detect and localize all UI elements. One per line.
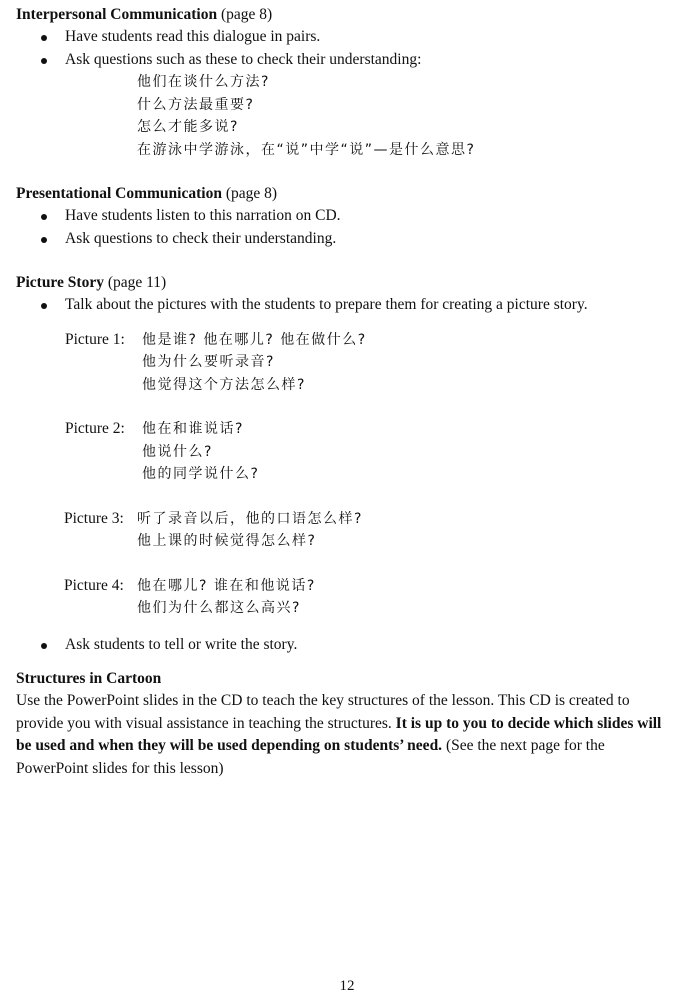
structures-title: Structures in Cartoon bbox=[16, 670, 162, 687]
list-item: Ask questions such as these to check their understanding: bbox=[16, 49, 676, 72]
list-item: Ask students to tell or write the story. bbox=[16, 634, 676, 657]
bullet-icon bbox=[41, 643, 47, 649]
structures-paragraph: Use the PowerPoint slides in the CD to teach the key structures of the lesson. This CD is created to provide you with visual assistance in teaching the structures. It is up to you to decide which slides will be used and when they will be used depending on students’ need. (See the next page for the PowerPoint slides for this lesson) bbox=[16, 692, 662, 777]
picture-story-heading bbox=[16, 272, 676, 294]
picture-story-title: Picture Story bbox=[16, 274, 104, 291]
picture-1-block bbox=[16, 329, 676, 397]
picture-label: Picture 2: bbox=[65, 420, 125, 437]
question-line: 他们为什么都这么高兴? bbox=[137, 600, 301, 616]
bullet-icon bbox=[41, 237, 47, 243]
document-page bbox=[16, 4, 676, 780]
interpersonal-bullets bbox=[16, 26, 676, 71]
page-number: 12 bbox=[339, 978, 355, 994]
bullet-icon bbox=[41, 35, 47, 41]
bullet-icon bbox=[41, 58, 47, 64]
picture-story-page-ref: (page 11) bbox=[107, 274, 167, 291]
question-line: 怎么才能多说? bbox=[137, 119, 239, 135]
question-line: 他说什么? bbox=[142, 443, 213, 460]
interpersonal-page-ref: (page 8) bbox=[220, 6, 273, 23]
presentational-page-ref: (page 8) bbox=[225, 185, 278, 202]
picture-2-block bbox=[16, 418, 676, 486]
question-line: 他们在谈什么方法? bbox=[137, 74, 270, 90]
interpersonal-heading bbox=[16, 4, 676, 26]
question-line: 他在哪儿? 谁在和他说话? bbox=[137, 577, 316, 594]
question-line: 他在和谁说话? bbox=[142, 421, 244, 437]
presentational-heading bbox=[16, 183, 676, 205]
picture-story-closing bbox=[16, 634, 676, 657]
structures-emphasis: It is up to you to decide which slides will be used and when they will be used depending on students’ need. bbox=[16, 714, 662, 754]
picture-label: Picture 1: bbox=[65, 330, 125, 348]
question-line: 在游泳中学游泳，在“说”中学“说”—是什么意思? bbox=[137, 141, 476, 158]
picture-story-intro bbox=[16, 294, 676, 317]
interpersonal-questions bbox=[16, 71, 676, 161]
question-line: 他的同学说什么? bbox=[142, 466, 260, 482]
presentational-title: Presentational Communication bbox=[16, 185, 222, 202]
presentational-bullets bbox=[16, 205, 676, 250]
list-item: Have students listen to this narration on CD. bbox=[16, 205, 676, 228]
bullet-icon bbox=[41, 303, 47, 309]
bullet-icon bbox=[41, 214, 47, 220]
question-line: 什么方法最重要? bbox=[137, 96, 255, 113]
picture-3-block bbox=[16, 508, 676, 553]
list-item: Talk about the pictures with the students to prepare them for creating a picture story. bbox=[16, 294, 676, 317]
structures-heading bbox=[16, 668, 676, 690]
question-line: 他上课的时候觉得怎么样? bbox=[137, 533, 317, 549]
question-line: 听了录音以后，他的口语怎么样? bbox=[137, 510, 363, 527]
list-item: Have students read this dialogue in pairs. bbox=[16, 26, 676, 49]
list-item: Ask questions to check their understanding. bbox=[16, 228, 676, 251]
picture-4-block bbox=[16, 575, 676, 620]
interpersonal-title: Interpersonal Communication bbox=[16, 6, 218, 23]
picture-label: Picture 3: bbox=[64, 509, 124, 527]
question-line: 他觉得这个方法怎么样? bbox=[142, 376, 306, 393]
question-line: 他是谁? 他在哪儿? 他在做什么? bbox=[142, 331, 367, 348]
picture-label: Picture 4: bbox=[64, 576, 124, 594]
question-line: 他为什么要听录音? bbox=[142, 354, 275, 370]
